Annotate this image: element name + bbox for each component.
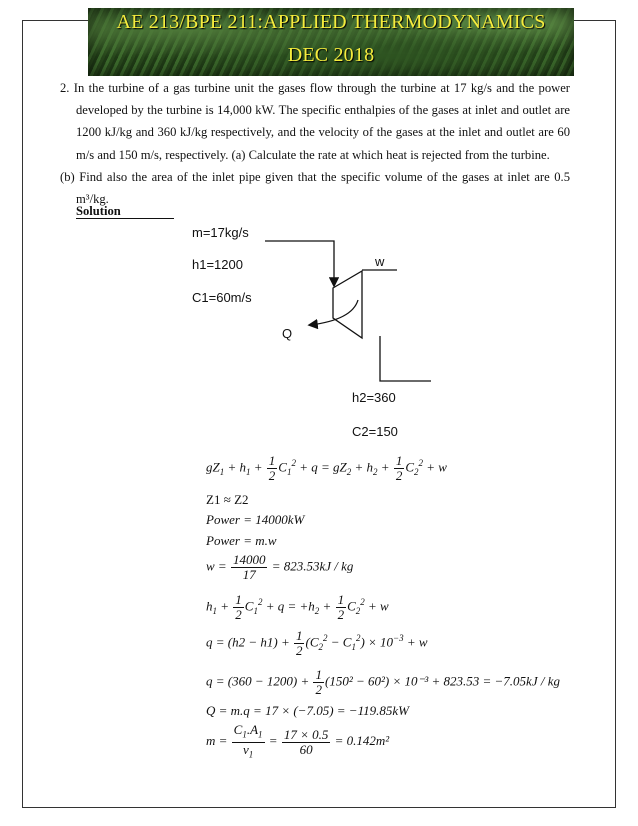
problem-part-b: (b) Find also the area of the inlet pipe given that the specific volume of the gases at inlet are 0.5 m³/kg. <box>60 169 570 207</box>
problem-part-a: 2. In the turbine of a gas turbine unit the gases flow through the turbine at 17 kg/s and the power developed by the turbine is 14,000 kW. The specific enthalpies of the gases at inlet and outlet are 1200 kJ/kg and 360 kJ/kg respectively, and the velocity of the gases at the inlet and outlet are 60 m/s and 150 m/s, respectively. (a) Calculate the rate at which heat is rejected from the turbine. <box>60 81 570 162</box>
heat-substitution: q = (360 − 1200) + $\frac{1}{2}$ (150² − 60²) × 10⁻³ + 823.53 = −7.05kJ / kg <box>206 667 560 697</box>
heat-label: Q <box>282 326 293 341</box>
reduced-energy-equation: $h_1$ + $\frac{1}{2}$ $C_1^2 + q = +h_2$ + $\frac{1}{2}$ $C_2^2 + w$ <box>206 592 389 622</box>
energy-equation: $gZ_1 + h_1$ + $\frac{1}{2}$ $C_1^2 + q = gZ_2 + h_2$ + $\frac{1}{2}$ $C_2^2 + w$ <box>206 453 447 483</box>
area-result: = 0.142m² <box>334 733 390 749</box>
c1-label: C1=60m/s <box>192 290 252 305</box>
c2-label: C2=150 <box>352 424 398 439</box>
heat-expression: q = (h2 − h1) + $\frac{1}{2}$ $(C_2^2 - C_1^2) \times 10^{-3} + w$ <box>206 628 428 658</box>
outlet-flow-line <box>380 336 431 381</box>
heat-rate-result: Q = m.q = 17 × (−7.05) = −119.85kW <box>206 703 409 718</box>
work-denominator: 17 <box>242 567 256 582</box>
mass-flow-label: m=17kg/s <box>192 225 249 240</box>
work-result: = 823.53kJ / kg <box>271 558 354 574</box>
power-value: Power = 14000kW <box>206 512 305 527</box>
heat-rejection-arrow <box>310 300 358 325</box>
inlet-flow-line <box>265 241 334 285</box>
exam-date: DEC 2018 <box>287 44 375 66</box>
work-calculation: w = $\frac{14000}{17}$ = 823.53kJ / kg <box>206 552 354 582</box>
h1-label: h1=1200 <box>192 257 243 272</box>
h2-label: h2=360 <box>352 390 396 405</box>
power-definition: Power = m.w <box>206 533 277 548</box>
turbine-body <box>333 271 362 338</box>
course-title: AE 213/BPE 211:APPLIED THERMODYNAMICS <box>116 11 546 33</box>
area-denominator: 60 <box>299 741 313 757</box>
heat-sub-result: (150² − 60²) × 10⁻³ + 823.53 = −7.05kJ / kg <box>324 673 560 689</box>
solution-heading: Solution <box>76 204 121 218</box>
elevation-approx: Z1 ≈ Z2 <box>206 492 249 507</box>
area-numerator: 17 × 0.5 <box>283 726 329 742</box>
inlet-area-calculation: m = $\frac{C_1.A_1}{v_1}$ = $\frac{17 \times 0.5}{60}$ = 0.142m² <box>206 722 390 760</box>
heat-sub-prefix: = (360 − 1200) + <box>215 673 310 689</box>
work-numerator: 14000 <box>232 552 266 567</box>
work-label: w <box>375 254 385 269</box>
